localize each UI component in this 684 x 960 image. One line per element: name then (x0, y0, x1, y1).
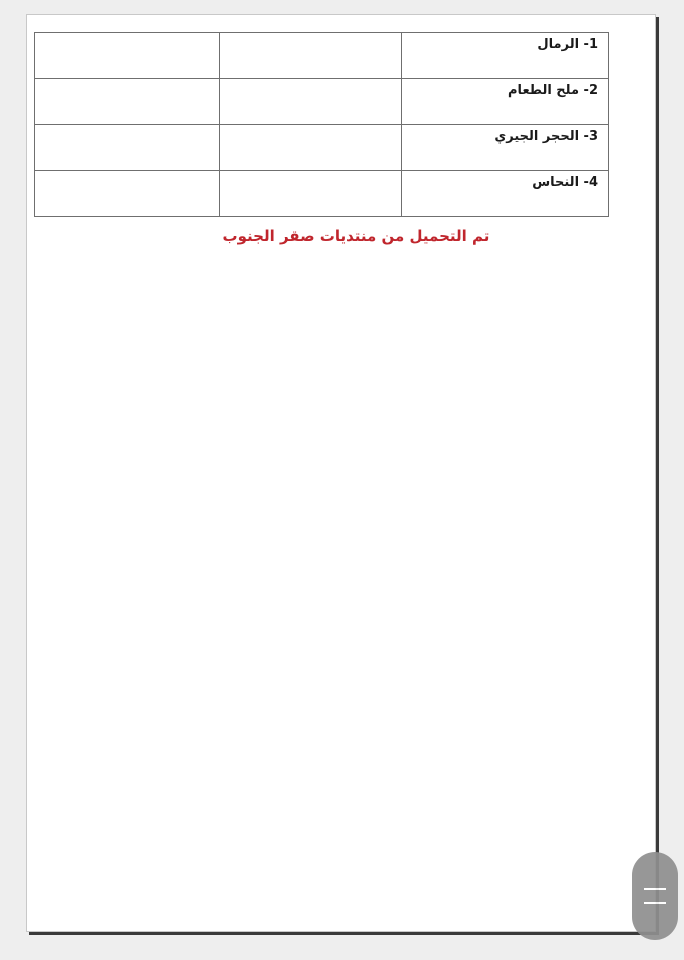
material-name-cell: 3- الحجر الجيري (401, 125, 608, 171)
material-name-cell: 4- النحاس (401, 171, 608, 217)
material-name-cell: 1- الرمال (401, 33, 608, 79)
table-row (35, 171, 609, 217)
empty-cell (35, 79, 220, 125)
document-page (26, 14, 656, 932)
empty-cell (220, 79, 401, 125)
empty-cell (220, 171, 401, 217)
empty-cell (220, 125, 401, 171)
materials-table (34, 32, 609, 217)
table-row (35, 79, 609, 125)
material-name-cell: 2- ملح الطعام (401, 79, 608, 125)
table-row (35, 125, 609, 171)
drag-handle-icon (644, 888, 666, 904)
table-row (35, 33, 609, 79)
empty-cell (35, 171, 220, 217)
empty-cell (220, 33, 401, 79)
scroll-handle[interactable] (632, 852, 678, 940)
download-source-note: تم التحميل من منتديات صقر الجنوب (222, 227, 490, 245)
empty-cell (35, 33, 220, 79)
empty-cell (35, 125, 220, 171)
